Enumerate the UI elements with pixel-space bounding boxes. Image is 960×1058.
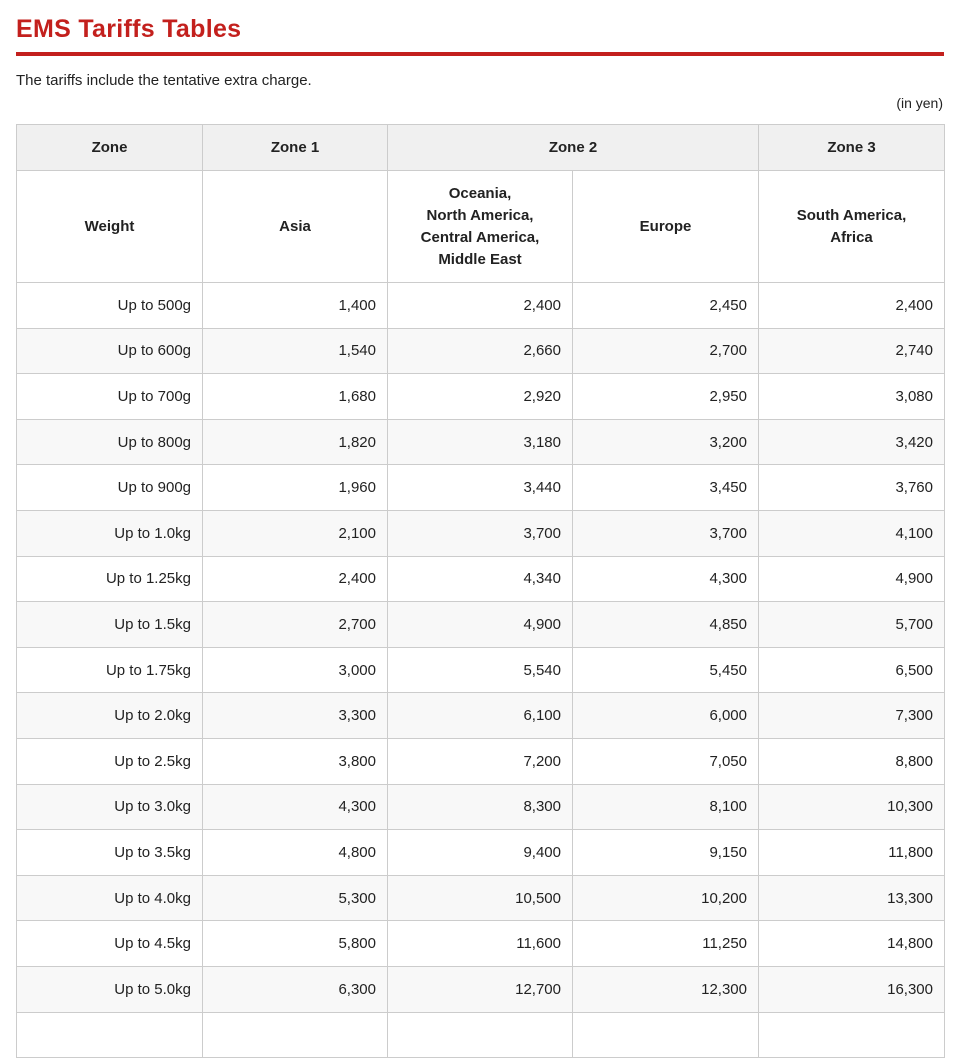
- weight-cell: Up to 2.5kg: [17, 738, 203, 784]
- south-america-price-cell: 10,300: [759, 784, 945, 830]
- zone2-header: Zone 2: [388, 125, 759, 171]
- weight-cell: Up to 1.75kg: [17, 647, 203, 693]
- europe-price-cell: 6,000: [573, 693, 759, 739]
- south-america-price-cell: 7,300: [759, 693, 945, 739]
- weight-header: Weight: [17, 171, 203, 283]
- table-row: [17, 419, 945, 465]
- table-row: [17, 510, 945, 556]
- weight-cell: Up to 700g: [17, 374, 203, 420]
- asia-price-cell: 5,300: [203, 875, 388, 921]
- oceania-price-cell: 5,540: [388, 647, 573, 693]
- europe-header: Europe: [573, 171, 759, 283]
- weight-cell: Up to 600g: [17, 328, 203, 374]
- zone-header-label: Zone: [17, 125, 203, 171]
- south-america-price-cell: 2,740: [759, 328, 945, 374]
- south-america-price-cell: 2,400: [759, 283, 945, 329]
- asia-price-cell: 6,300: [203, 966, 388, 1012]
- asia-price-cell: 1,540: [203, 328, 388, 374]
- europe-price-cell: 2,450: [573, 283, 759, 329]
- south-america-price-cell: 3,760: [759, 465, 945, 511]
- south-america-price-cell: 13,300: [759, 875, 945, 921]
- table-row: [17, 875, 945, 921]
- south-america-price-cell: 6,500: [759, 647, 945, 693]
- ems-tariffs-table: [16, 124, 945, 1058]
- asia-price-cell: 4,300: [203, 784, 388, 830]
- weight-cell: Up to 1.0kg: [17, 510, 203, 556]
- europe-price-cell: 8,100: [573, 784, 759, 830]
- europe-price-cell: 5,450: [573, 647, 759, 693]
- weight-cell: [17, 1012, 203, 1058]
- south-america-price-cell: 5,700: [759, 602, 945, 648]
- weight-cell: Up to 4.0kg: [17, 875, 203, 921]
- south-america-price-cell: 16,300: [759, 966, 945, 1012]
- title-underline: [16, 52, 944, 56]
- oceania-price-cell: 6,100: [388, 693, 573, 739]
- europe-price-cell: [573, 1012, 759, 1058]
- table-row: [17, 693, 945, 739]
- europe-price-cell: 2,950: [573, 374, 759, 420]
- oceania-price-cell: 7,200: [388, 738, 573, 784]
- asia-price-cell: 1,960: [203, 465, 388, 511]
- oceania-price-cell: 11,600: [388, 921, 573, 967]
- oceania-price-cell: [388, 1012, 573, 1058]
- asia-price-cell: 2,700: [203, 602, 388, 648]
- weight-cell: Up to 500g: [17, 283, 203, 329]
- oceania-price-cell: 4,900: [388, 602, 573, 648]
- oceania-price-cell: 2,920: [388, 374, 573, 420]
- europe-price-cell: 2,700: [573, 328, 759, 374]
- weight-cell: Up to 2.0kg: [17, 693, 203, 739]
- europe-price-cell: 9,150: [573, 830, 759, 876]
- oceania-price-cell: 3,700: [388, 510, 573, 556]
- weight-cell: Up to 3.0kg: [17, 784, 203, 830]
- oceania-price-cell: 4,340: [388, 556, 573, 602]
- asia-price-cell: 2,100: [203, 510, 388, 556]
- table-row: [17, 647, 945, 693]
- europe-price-cell: 3,700: [573, 510, 759, 556]
- table-row: [17, 602, 945, 648]
- asia-price-cell: 2,400: [203, 556, 388, 602]
- table-row: [17, 966, 945, 1012]
- asia-price-cell: 4,800: [203, 830, 388, 876]
- oceania-price-cell: 8,300: [388, 784, 573, 830]
- table-row: [17, 921, 945, 967]
- oceania-north-central-america-middle-east-header: Oceania, North America, Central America, Middle East: [388, 171, 573, 283]
- table-row: [17, 784, 945, 830]
- weight-cell: Up to 5.0kg: [17, 966, 203, 1012]
- europe-price-cell: 12,300: [573, 966, 759, 1012]
- table-row: [17, 738, 945, 784]
- europe-price-cell: 4,850: [573, 602, 759, 648]
- asia-price-cell: 3,000: [203, 647, 388, 693]
- oceania-price-cell: 2,400: [388, 283, 573, 329]
- table-row: [17, 1012, 945, 1058]
- table-row: [17, 328, 945, 374]
- europe-price-cell: 10,200: [573, 875, 759, 921]
- asia-price-cell: 1,400: [203, 283, 388, 329]
- south-america-price-cell: 3,420: [759, 419, 945, 465]
- weight-cell: Up to 800g: [17, 419, 203, 465]
- south-america-africa-header: South America, Africa: [759, 171, 945, 283]
- weight-cell: Up to 900g: [17, 465, 203, 511]
- table-row: [17, 830, 945, 876]
- asia-price-cell: 5,800: [203, 921, 388, 967]
- south-america-price-cell: 8,800: [759, 738, 945, 784]
- table-row: [17, 556, 945, 602]
- europe-price-cell: 4,300: [573, 556, 759, 602]
- region-header-row: [17, 171, 945, 283]
- europe-price-cell: 3,200: [573, 419, 759, 465]
- page-title: EMS Tariffs Tables: [16, 15, 242, 43]
- tariff-table-body: [17, 283, 945, 1058]
- south-america-price-cell: 4,100: [759, 510, 945, 556]
- europe-price-cell: 3,450: [573, 465, 759, 511]
- asia-price-cell: [203, 1012, 388, 1058]
- currency-unit-label: (in yen): [896, 95, 943, 111]
- weight-cell: Up to 1.5kg: [17, 602, 203, 648]
- oceania-price-cell: 3,440: [388, 465, 573, 511]
- oceania-price-cell: 12,700: [388, 966, 573, 1012]
- weight-cell: Up to 1.25kg: [17, 556, 203, 602]
- oceania-price-cell: 9,400: [388, 830, 573, 876]
- south-america-price-cell: 4,900: [759, 556, 945, 602]
- south-america-price-cell: [759, 1012, 945, 1058]
- oceania-price-cell: 2,660: [388, 328, 573, 374]
- asia-price-cell: 1,820: [203, 419, 388, 465]
- oceania-price-cell: 3,180: [388, 419, 573, 465]
- asia-price-cell: 1,680: [203, 374, 388, 420]
- europe-price-cell: 7,050: [573, 738, 759, 784]
- europe-price-cell: 11,250: [573, 921, 759, 967]
- zone3-header: Zone 3: [759, 125, 945, 171]
- south-america-price-cell: 14,800: [759, 921, 945, 967]
- zone-header-row: [17, 125, 945, 171]
- asia-header: Asia: [203, 171, 388, 283]
- weight-cell: Up to 3.5kg: [17, 830, 203, 876]
- asia-price-cell: 3,300: [203, 693, 388, 739]
- asia-price-cell: 3,800: [203, 738, 388, 784]
- south-america-price-cell: 3,080: [759, 374, 945, 420]
- zone1-header: Zone 1: [203, 125, 388, 171]
- south-america-price-cell: 11,800: [759, 830, 945, 876]
- table-row: [17, 283, 945, 329]
- table-row: [17, 374, 945, 420]
- tariff-note: The tariffs include the tentative extra charge.: [16, 72, 312, 89]
- oceania-price-cell: 10,500: [388, 875, 573, 921]
- table-row: [17, 465, 945, 511]
- weight-cell: Up to 4.5kg: [17, 921, 203, 967]
